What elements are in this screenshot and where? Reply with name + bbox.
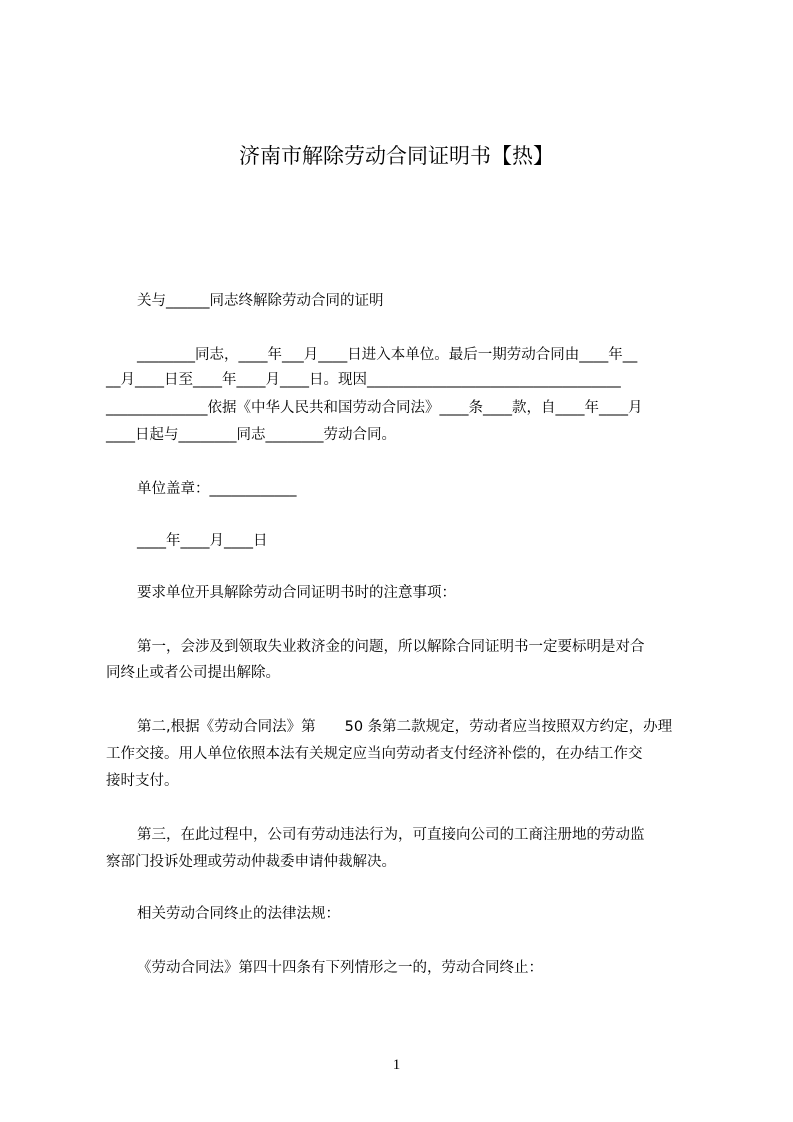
point-1-line-1: 第一，会涉及到领取失业救济金的问题，所以解除合同证明书一定要标明是对合 bbox=[137, 639, 645, 655]
article-44-line: 《劳动合同法》第四十四条有下列情形之一的，劳动合同终止： bbox=[137, 960, 543, 976]
body-line-4: ____日起与________同志________劳动合同。 bbox=[106, 427, 396, 443]
point-2-line-1: 第二,根据《劳动合同法》第 50 条第二款规定，劳动者应当按照双方约定，办理 bbox=[137, 719, 673, 735]
document-title: 济南市解除劳动合同证明书【热】 bbox=[239, 144, 554, 168]
point-2-line-3: 接时支付。 bbox=[106, 773, 179, 789]
seal-line: 单位盖章：____________ bbox=[137, 481, 297, 497]
point-1-line-2: 同终止或者公司提出解除。 bbox=[106, 665, 280, 681]
body-line-3: ______________依据《中华人民共和国劳动合同法》____条____款，自____年____月 bbox=[106, 400, 643, 416]
laws-heading: 相关劳动合同终止的法律法规： bbox=[137, 906, 340, 922]
certificate-heading: 关与______同志终解除劳动合同的证明 bbox=[137, 293, 384, 309]
point-3-line-2: 察部门投诉处理或劳动仲裁委申请仲裁解决。 bbox=[106, 854, 396, 870]
body-line-2: __月____日至____年____月____日。现因___________________________________ bbox=[106, 372, 621, 388]
point-3-line-1: 第三，在此过程中，公司有劳动违法行为，可直接向公司的工商注册地的劳动监 bbox=[137, 827, 645, 843]
page-number: 1 bbox=[392, 1057, 401, 1073]
notice-heading: 要求单位开具解除劳动合同证明书时的注意事项： bbox=[137, 585, 456, 601]
date-line: ____年____月____日 bbox=[137, 533, 268, 549]
point-2-line-2: 工作交接。用人单位依照本法有关规定应当向劳动者支付经济补偿的，在办结工作交 bbox=[106, 746, 643, 762]
body-line-1: ________同志，____年___月____日进入本单位。最后一期劳动合同由____年__ bbox=[137, 347, 638, 363]
